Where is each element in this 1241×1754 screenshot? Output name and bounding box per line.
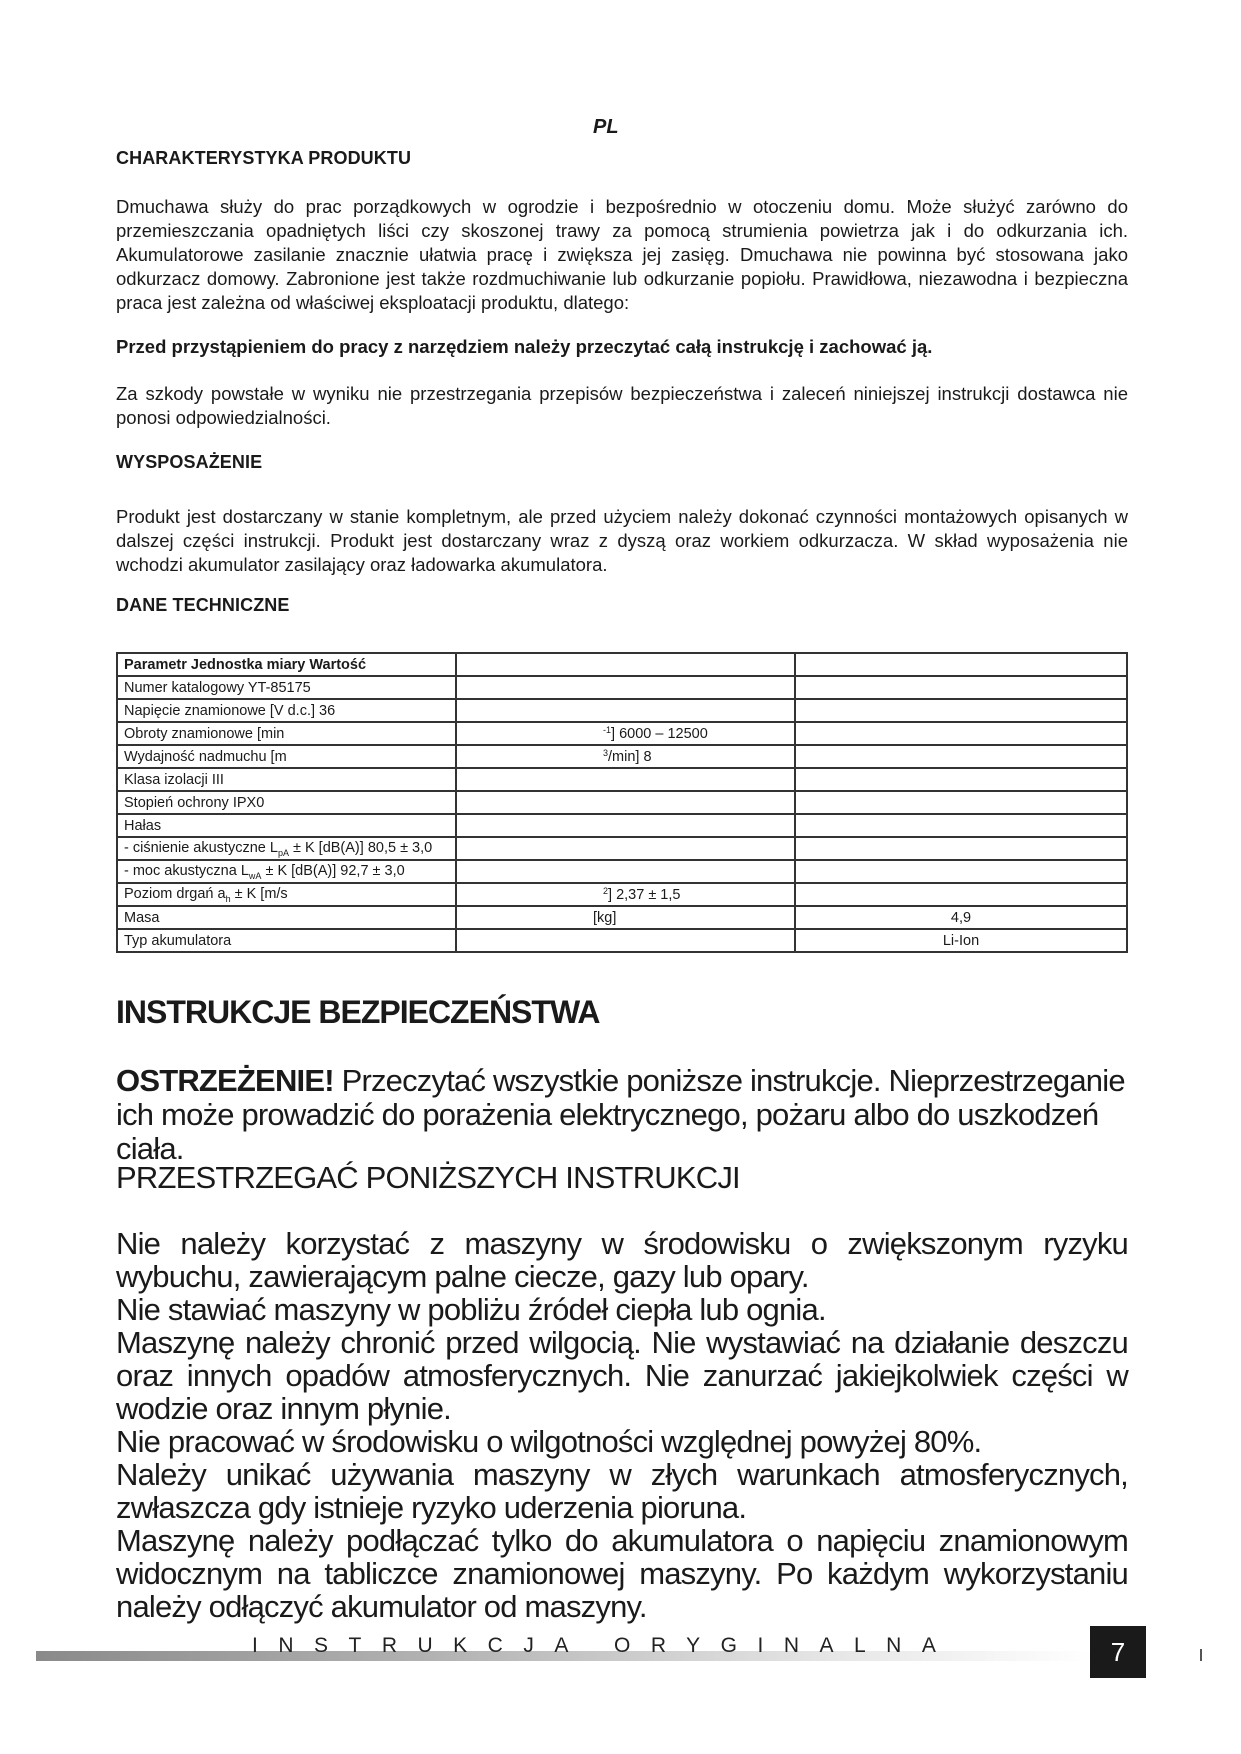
unit-value-cell: 2] 2,37 ± 1,5 [456,883,795,906]
safety-rule: Nie pracować w środowisku o wilgotności względnej powyżej 80%. [116,1424,982,1459]
page-number: 7 [1090,1626,1146,1678]
language-code: PL [593,116,619,138]
footer-text: INSTRUKCJA ORYGINALNA [252,1634,957,1657]
safety-rule: Nie należy korzystać z maszyny w środowisku o zwiększonym ryzyku wybuchu, zawierającym palne ciecze, gazy lub opary. [116,1226,1128,1294]
parameter-cell: Stopień ochrony IPX0 [117,791,456,814]
unit-value-cell [456,791,795,814]
value-cell [795,814,1127,837]
value-cell [795,699,1127,722]
parameter-cell: Obroty znamionowe [min [117,722,456,745]
liability-note: Za szkody powstałe w wyniku nie przestrzegania przepisów bezpieczeństwa i zaleceń niniejszej instrukcji dostawca nie ponosi odpowiedzialności. [116,383,1128,428]
safety-title: INSTRUKCJE BEZPIECZEŃSTWA [116,994,600,1030]
value-cell [795,745,1127,768]
value-cell [795,860,1127,883]
unit-value-cell: 3/min] 8 [456,745,795,768]
table-header-cell: Parametr Jednostka miary Wartość [117,653,456,676]
table-header-row [117,653,1127,676]
parameter-cell: Poziom drgań $a_h \pm K$ [m/s [117,883,456,906]
safety-warning [116,1064,1128,1166]
unit-value-cell [456,676,795,699]
warning-label: OSTRZEŻENIE! [116,1063,334,1098]
safety-rule: Należy unikać używania maszyny w złych warunkach atmosferycznych, zwłaszcza gdy istnieje ryzyko uderzenia pioruna. [116,1457,1128,1525]
section-title-product: CHARAKTERYSTYKA PRODUKTU [116,148,412,168]
section-title-equipment: WYSPOSAŻENIE [116,452,263,472]
table-row [117,906,1127,929]
table-row [117,699,1127,722]
unit-value-cell: [kg] [456,906,795,929]
parameter-cell: Numer katalogowy YT-85175 [117,676,456,699]
safety-subtitle: PRZESTRZEGAĆ PONIŻSZYCH INSTRUKCJI [116,1160,740,1195]
unit-value-cell [456,860,795,883]
table-row [117,722,1127,745]
table-row [117,929,1127,952]
equipment-description: Produkt jest dostarczany w stanie kompletnym, ale przed użyciem należy dokonać czynności montażowych opisanych w dalszej części instrukcji. Produkt jest dostarczany wraz z dyszą oraz workiem odkurzacza. W skład wyposażenia nie wchodzi akumulator zasilający oraz ładowarka akumulatora. [116,506,1128,575]
value-cell [795,837,1127,860]
parameter-cell: Wydajność nadmuchu [m [117,745,456,768]
parameter-cell: Hałas [117,814,456,837]
product-description: Dmuchawa służy do prac porządkowych w ogrodzie i bezpośrednio w otoczeniu domu. Może służyć zarówno do przemieszczania opadniętych liści czy skoszonej trawy za pomocą strumienia powietrza jak i do odkurzania ich. Akumulatorowe zasilanie znacznie ułatwia pracę i zwiększa jej zasięg. Dmuchawa nie powinna być stosowana jako odkurzacz domowy. Zabronione jest także rozdmuchiwanie lub odkurzanie popiołu. Prawidłowa, niezawodna i bezpieczna praca jest zależna od właściwej eksploatacji produktu, dlatego: [116,196,1128,313]
unit-value-cell [456,699,795,722]
table-row [117,883,1127,906]
read-instructions-note: Przed przystąpieniem do pracy z narzędziem należy przeczytać całą instrukcję i zachować ją. [116,336,933,357]
table-row [117,814,1127,837]
section-title-technical-data: DANE TECHNICZNE [116,595,290,615]
safety-rule: Nie stawiać maszyny w pobliżu źródeł ciepła lub ognia. [116,1292,826,1327]
value-cell: Li-Ion [795,929,1127,952]
value-cell [795,791,1127,814]
unit-value-cell: -1] 6000 – 12500 [456,722,795,745]
table-row [117,768,1127,791]
unit-value-cell [456,768,795,791]
edge-mark [1200,1649,1202,1661]
table-row [117,745,1127,768]
table-row [117,860,1127,883]
parameter-cell: Masa [117,906,456,929]
parameter-cell: Typ akumulatora [117,929,456,952]
parameter-cell: - ciśnienie akustyczne $L_{pA} \pm K$ [dB(A)] 80,5 ± 3,0 [117,837,456,860]
safety-rules [116,1227,1128,1623]
parameter-cell: - moc akustyczna $L_{wA} \pm K$ [dB(A)] 92,7 ± 3,0 [117,860,456,883]
table-row [117,837,1127,860]
value-cell [795,883,1127,906]
unit-value-cell [456,814,795,837]
parameter-cell: Klasa izolacji III [117,768,456,791]
parameter-cell: Napięcie znamionowe [V d.c.] 36 [117,699,456,722]
value-cell [795,676,1127,699]
warning-text: Przeczytać wszystkie poniższe instrukcje. Nieprzestrzeganie ich może prowadzić do porażenia elektrycznego, pożaru albo do uszkodzeń ciała. [116,1063,1125,1166]
value-cell [795,768,1127,791]
value-cell: 4,9 [795,906,1127,929]
unit-value-cell [456,929,795,952]
table-row [117,676,1127,699]
value-cell [795,722,1127,745]
unit-value-cell [456,837,795,860]
safety-rule: Maszynę należy podłączać tylko do akumulatora o napięciu znamionowym widocznym na tabliczce znamionowej maszyny. Po każdym wykorzystaniu należy odłączyć akumulator od maszyny. [116,1523,1128,1624]
table-row [117,791,1127,814]
safety-rule: Maszynę należy chronić przed wilgocią. Nie wystawiać na działanie deszczu oraz innych opadów atmosferycznych. Nie zanurzać jakiejkolwiek części w wodzie oraz innym płynie. [116,1325,1128,1426]
technical-data-table [116,652,1128,953]
